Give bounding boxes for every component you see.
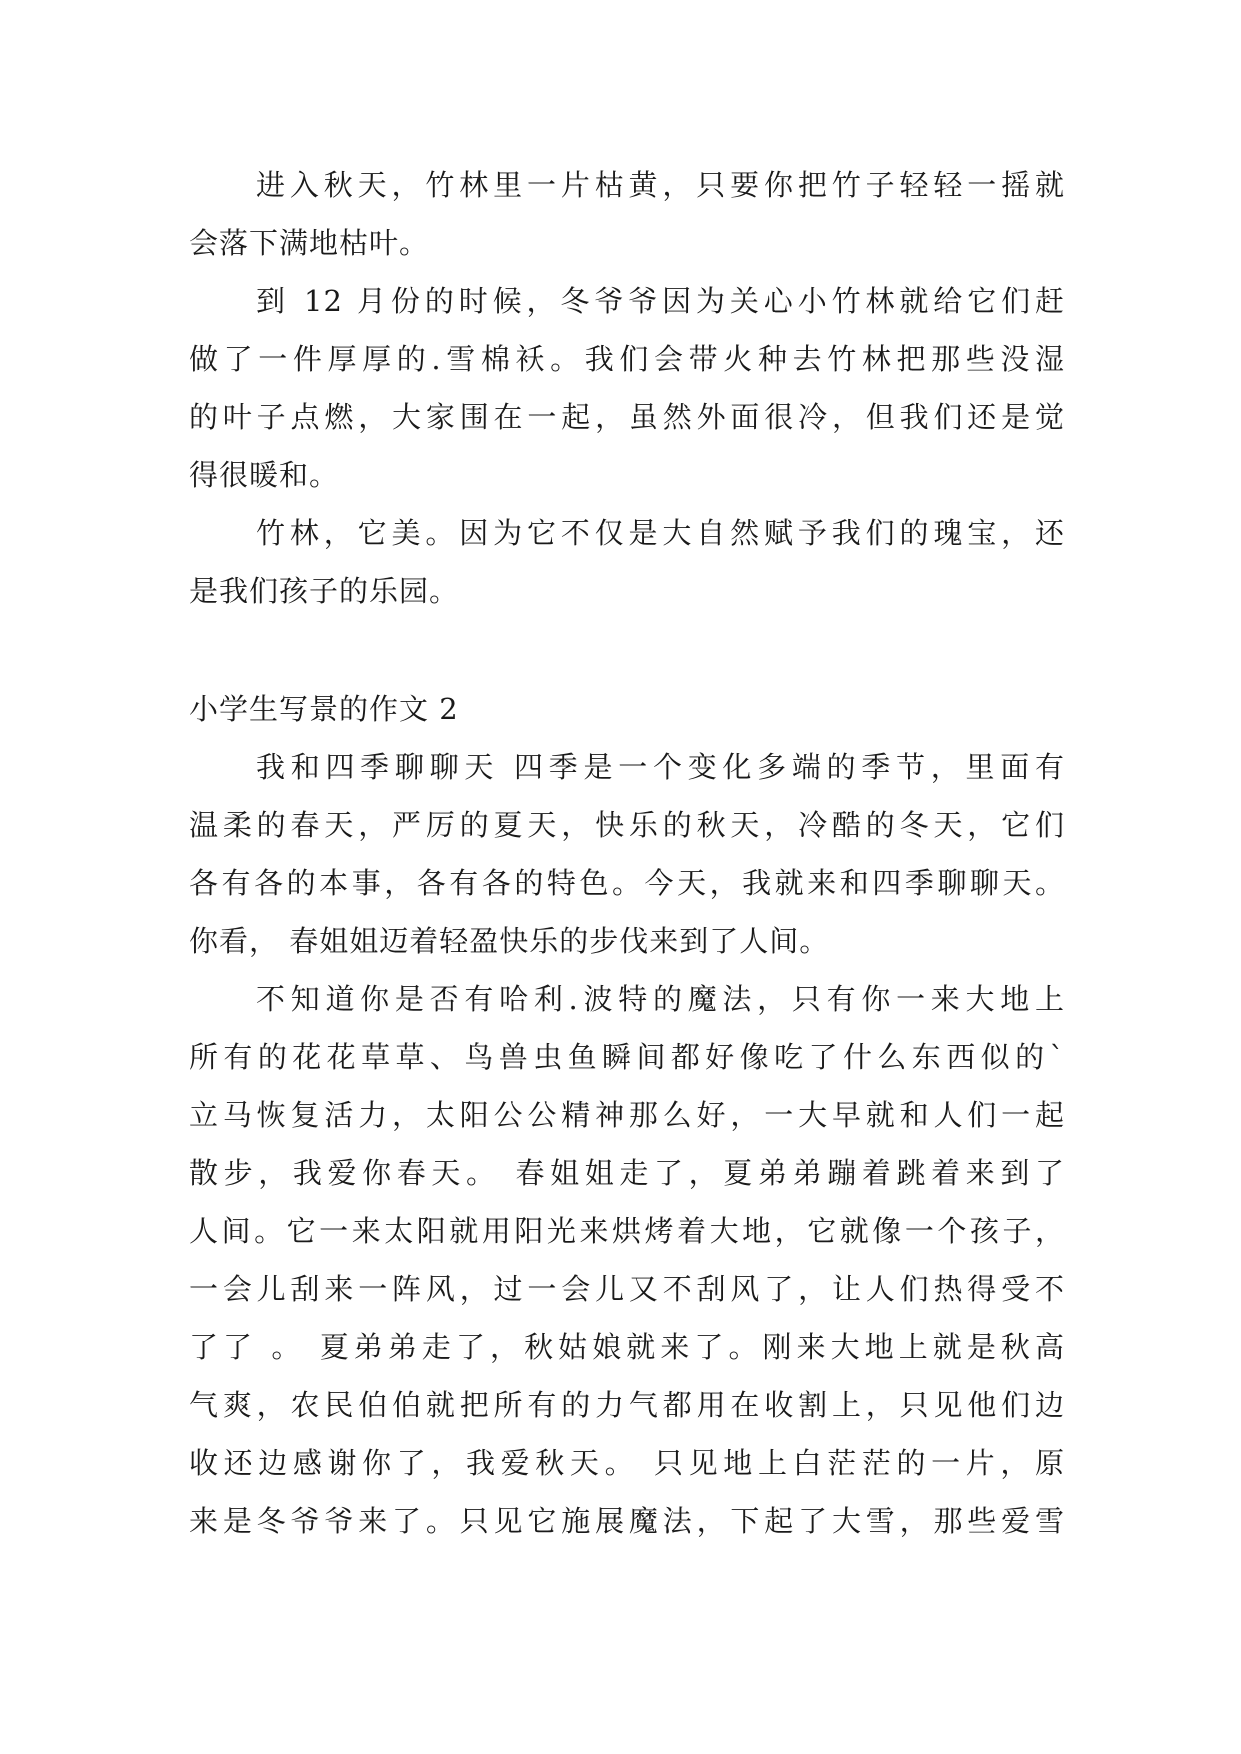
paragraph-5-line-2: 所有的花花草草、鸟兽虫鱼瞬间都好像吃了什么东西似的` — [189, 1040, 1065, 1074]
paragraph-1-line-2: 会落下满地枯叶。 — [189, 226, 430, 260]
paragraph-2-line-2: 做了一件厚厚的.雪棉袄。我们会带火种去竹林把那些没湿 — [189, 342, 1065, 376]
paragraph-5-line-9: 收还边感谢你了，我爱秋天。 只见地上白茫茫的一片，原 — [189, 1446, 1065, 1480]
paragraph-5-line-4: 散步，我爱你春天。 春姐姐走了，夏弟弟蹦着跳着来到了 — [189, 1156, 1065, 1190]
paragraph-5-line-7: 了了 。 夏弟弟走了，秋姑娘就来了。刚来大地上就是秋高 — [189, 1330, 1065, 1364]
paragraph-4-line-4: 你看， 春姐姐迈着轻盈快乐的步伐来到了人间。 — [189, 924, 830, 958]
section-heading: 小学生写景的作文 2 — [189, 692, 459, 726]
paragraph-5-line-5: 人间。它一来太阳就用阳光来烘烤着大地，它就像一个孩子， — [189, 1214, 1065, 1248]
paragraph-3-line-2: 是我们孩子的乐园。 — [189, 574, 460, 608]
paragraph-2-line-3: 的叶子点燃，大家围在一起，虽然外面很冷，但我们还是觉 — [189, 400, 1065, 434]
paragraph-4-line-2: 温柔的春天，严厉的夏天，快乐的秋天，冷酷的冬天，它们 — [189, 808, 1065, 842]
paragraph-5-line-8: 气爽，农民伯伯就把所有的力气都用在收割上，只见他们边 — [189, 1388, 1065, 1422]
paragraph-1-line-1: 进入秋天，竹林里一片枯黄，只要你把竹子轻轻一摇就 — [256, 168, 1065, 202]
paragraph-5-line-3: 立马恢复活力，太阳公公精神那么好，一大早就和人们一起 — [189, 1098, 1065, 1132]
paragraph-2-line-4: 得很暖和。 — [189, 458, 340, 492]
paragraph-4-line-1: 我和四季聊聊天 四季是一个变化多端的季节，里面有 — [256, 750, 1065, 784]
paragraph-5-line-10: 来是冬爷爷来了。只见它施展魔法，下起了大雪，那些爱雪 — [189, 1504, 1065, 1538]
paragraph-5-line-6: 一会儿刮来一阵风，过一会儿又不刮风了，让人们热得受不 — [189, 1272, 1065, 1306]
paragraph-3-line-1: 竹林，它美。因为它不仅是大自然赋予我们的瑰宝，还 — [256, 516, 1065, 550]
paragraph-2-line-1: 到 12 月份的时候，冬爷爷因为关心小竹林就给它们赶 — [256, 284, 1065, 318]
paragraph-4-line-3: 各有各的本事，各有各的特色。今天，我就来和四季聊聊天。 — [189, 866, 1065, 900]
paragraph-5-line-1: 不知道你是否有哈利.波特的魔法，只有你一来大地上 — [256, 982, 1065, 1016]
